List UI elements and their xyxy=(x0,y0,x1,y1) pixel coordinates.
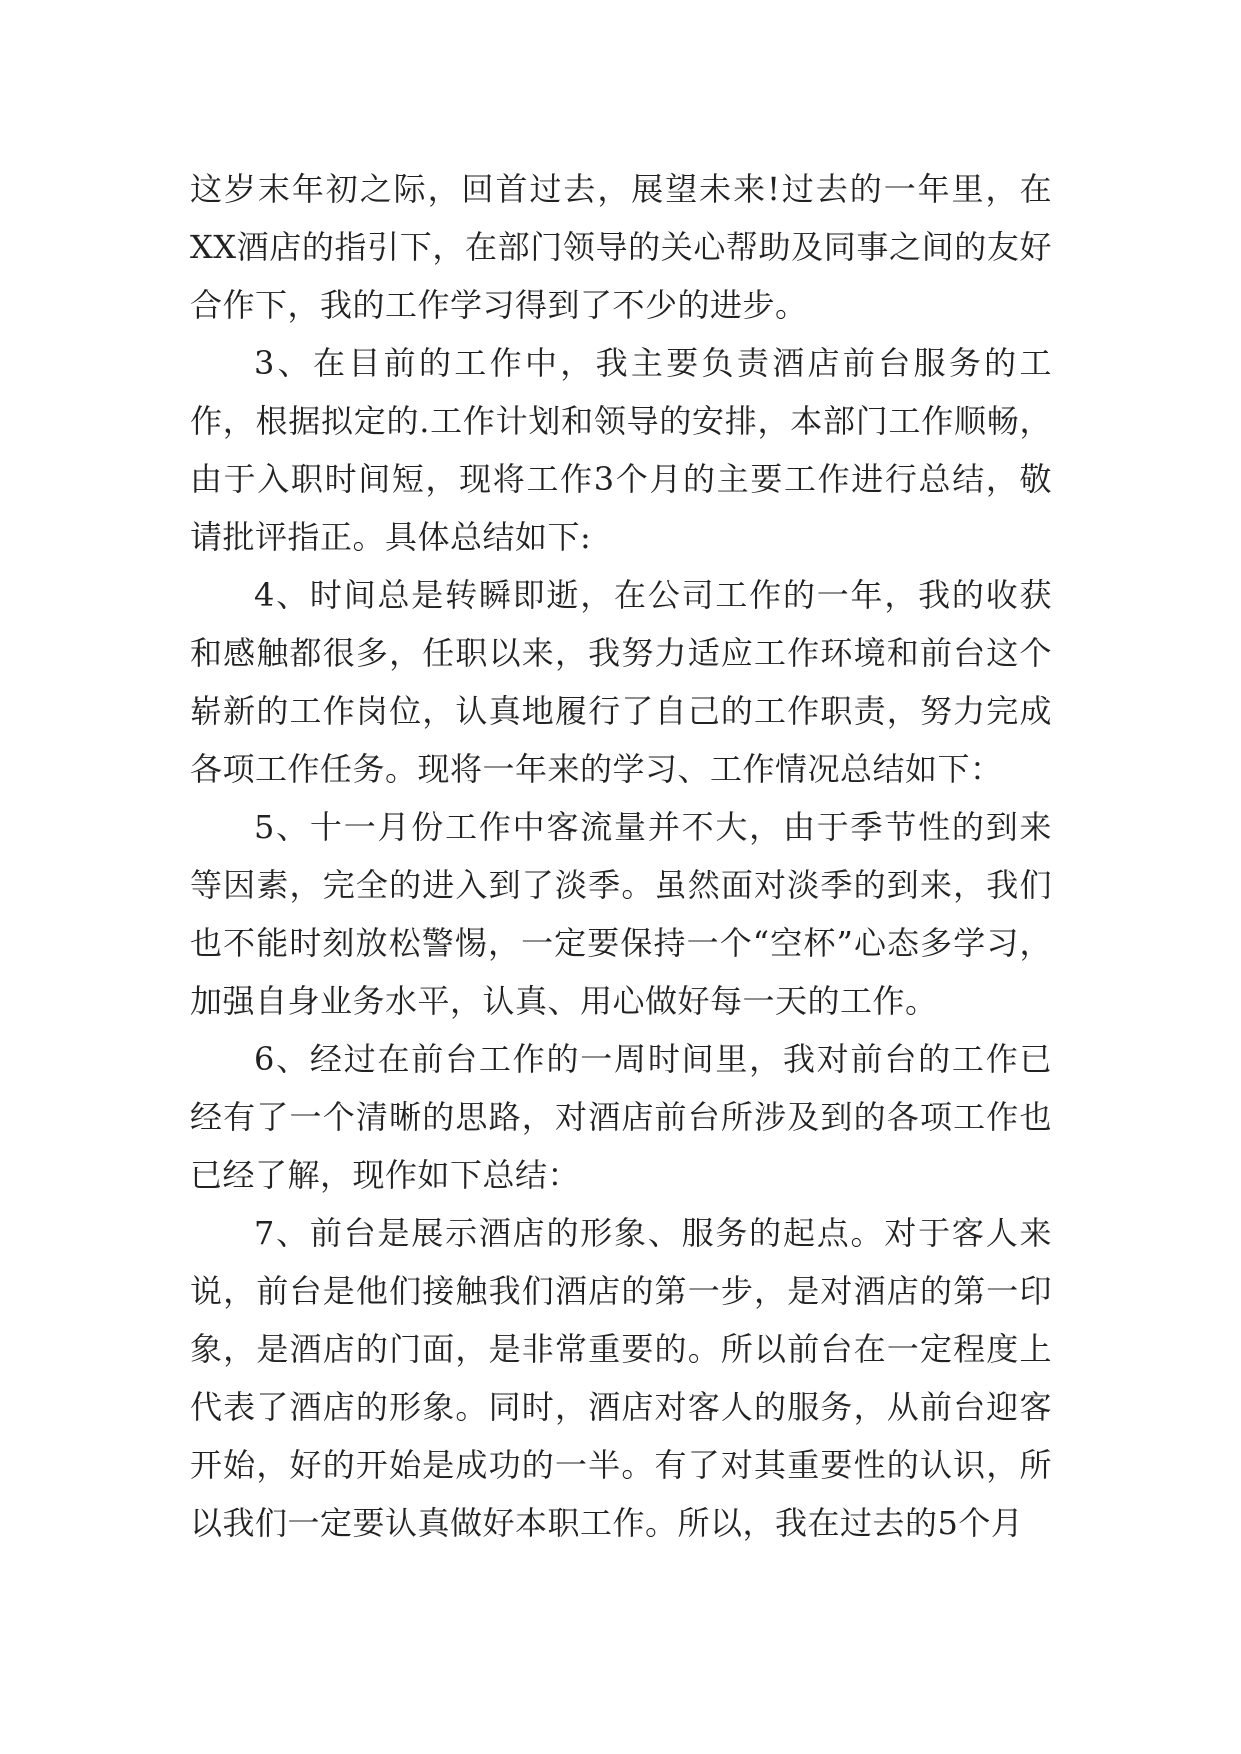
paragraph-intro: 这岁末年初之际，回首过去，展望未来!过去的一年里，在XX酒店的指引下，在部门领导的关心帮助及同事之间的友好合作下，我的工作学习得到了不少的进步。 xyxy=(190,170,1052,324)
document-body xyxy=(190,160,1052,1552)
paragraph-3: 3、在目前的工作中，我主要负责酒店前台服务的工作，根据拟定的.工作计划和领导的安排，本部门工作顺畅，由于入职时间短，现将工作3个月的主要工作进行总结，敬请批评指正。具体总结如下: xyxy=(190,344,1052,556)
paragraph-5: 5、十一月份工作中客流量并不大，由于季节性的到来等因素，完全的进入到了淡季。虽然面对淡季的到来，我们也不能时刻放松警惕，一定要保持一个“空杯”心态多学习，加强自身业务水平，认真、用心做好每一天的工作。 xyxy=(190,808,1052,1020)
paragraph-7: 7、前台是展示酒店的形象、服务的起点。对于客人来说，前台是他们接触我们酒店的第一步，是对酒店的第一印象，是酒店的门面，是非常重要的。所以前台在一定程度上代表了酒店的形象。同时，酒店对客人的服务，从前台迎客开始，好的开始是成功的一半。有了对其重要性的认识，所以我们一定要认真做好本职工作。所以，我在过去的5个月 xyxy=(190,1214,1052,1542)
paragraph-6: 6、经过在前台工作的一周时间里，我对前台的工作已经有了一个清晰的思路，对酒店前台所涉及到的各项工作也已经了解，现作如下总结： xyxy=(190,1040,1052,1194)
paragraph-4: 4、时间总是转瞬即逝，在公司工作的一年，我的收获和感触都很多，任职以来，我努力适应工作环境和前台这个崭新的工作岗位，认真地履行了自己的工作职责，努力完成各项工作任务。现将一年来的学习、工作情况总结如下： xyxy=(190,576,1052,788)
